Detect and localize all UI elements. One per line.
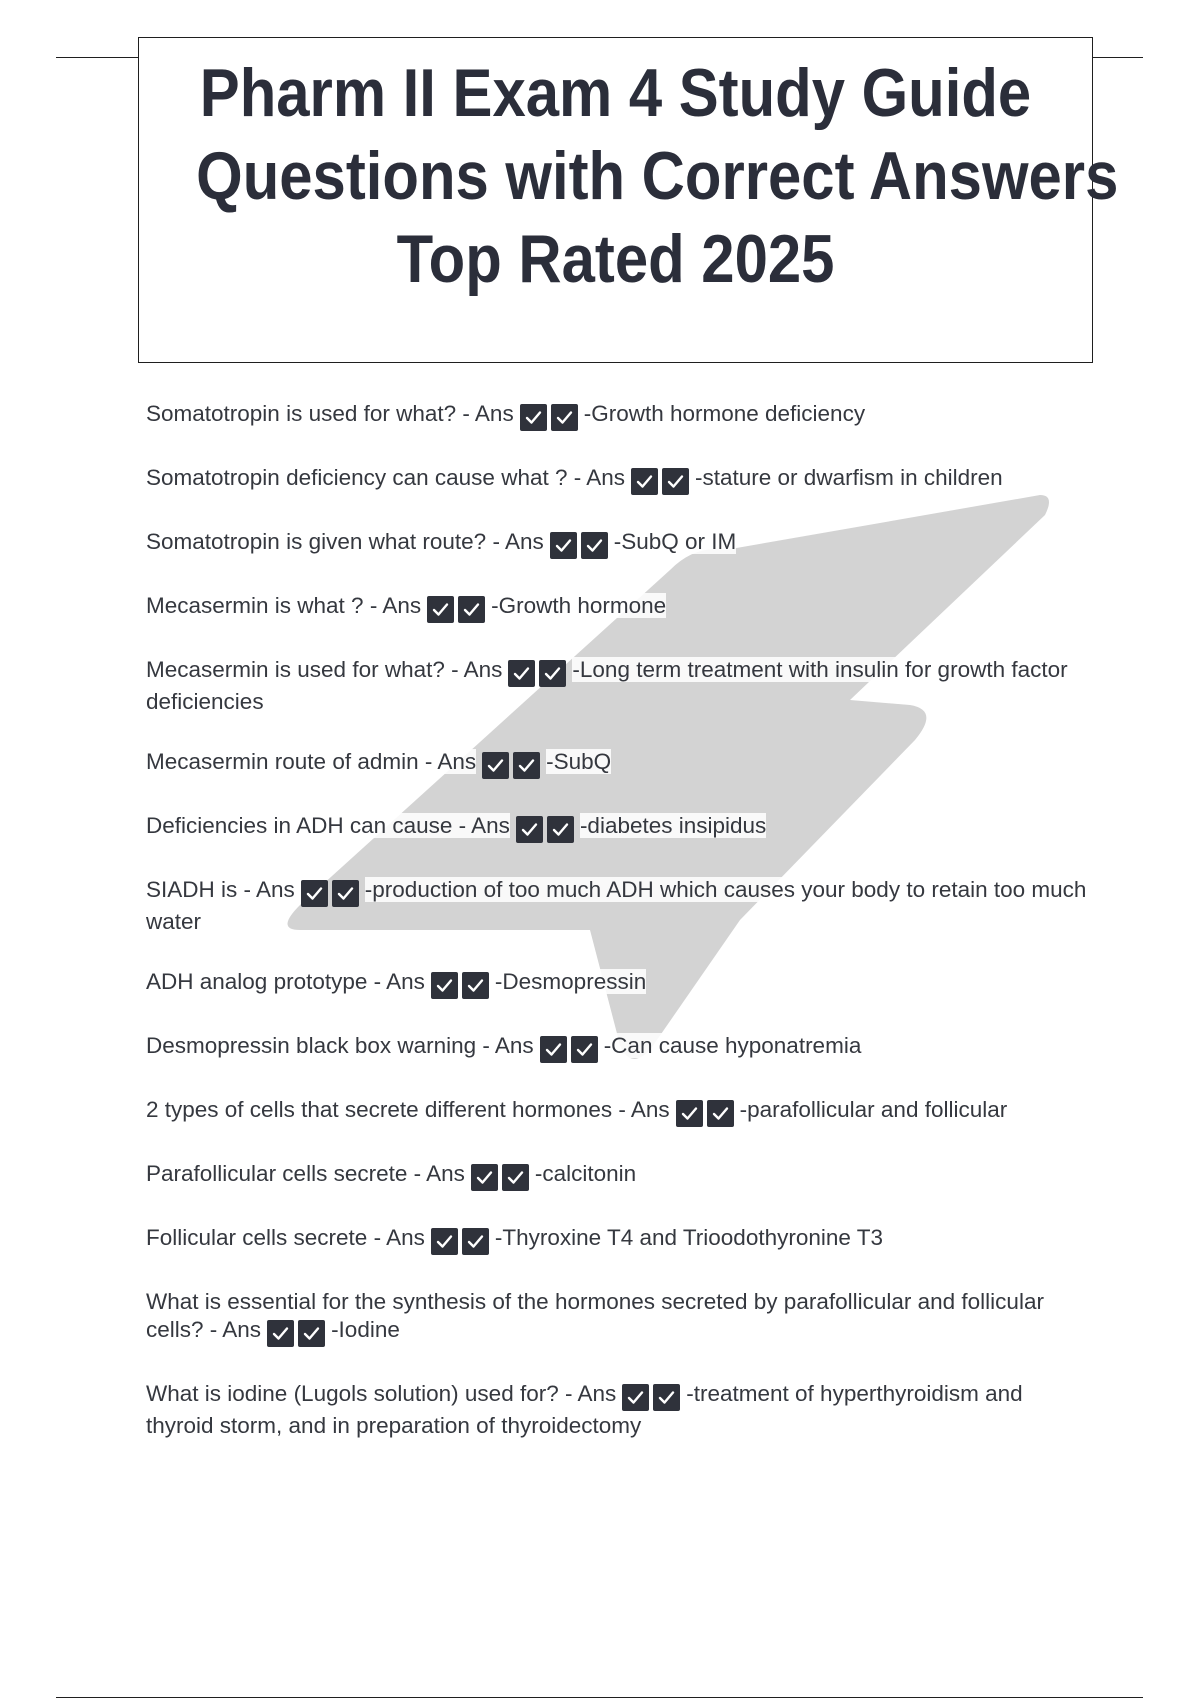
question-text: Somatotropin deficiency can cause what ? - Ans xyxy=(146,465,626,490)
check-box-icon xyxy=(707,1100,734,1127)
qa-item xyxy=(146,748,1096,780)
check-box-icon xyxy=(458,596,485,623)
check-box-icon xyxy=(502,1164,529,1191)
qa-item xyxy=(146,1288,1096,1348)
check-box-icon xyxy=(471,1164,498,1191)
qa-item xyxy=(146,968,1096,1000)
answer-text: -calcitonin xyxy=(534,1161,637,1186)
answer-text: -Growth hormone xyxy=(491,593,667,618)
qa-item xyxy=(146,1160,1096,1192)
document-title xyxy=(196,38,1119,301)
check-box-icon xyxy=(581,532,608,559)
question-text: What is essential for the synthesis of the hormones secreted by parafollicular and follicular cells? - Ans xyxy=(146,1289,1044,1342)
check-box-icon xyxy=(520,404,547,431)
answer-text: -parafollicular and follicular xyxy=(739,1097,1008,1122)
question-text: 2 types of cells that secrete different hormones - Ans xyxy=(146,1097,670,1122)
question-text: Deficiencies in ADH can cause - Ans xyxy=(146,813,510,838)
question-text: SIADH is - Ans xyxy=(146,877,295,902)
answer-checks xyxy=(550,532,612,560)
answer-text: -stature or dwarfism in children xyxy=(695,465,1003,490)
qa-item xyxy=(146,656,1096,716)
qa-item xyxy=(146,464,1096,496)
question-text: Parafollicular cells secrete - Ans xyxy=(146,1161,465,1186)
answer-checks xyxy=(301,880,363,908)
answer-checks xyxy=(471,1164,533,1192)
question-text: Desmopressin black box warning - Ans xyxy=(146,1033,534,1058)
qa-item xyxy=(146,876,1096,936)
question-text: Mecasermin is used for what? - Ans xyxy=(146,657,503,682)
qa-item xyxy=(146,1096,1096,1128)
check-box-icon xyxy=(508,660,535,687)
qa-item xyxy=(146,592,1096,624)
check-box-icon xyxy=(631,468,658,495)
check-box-icon xyxy=(431,1228,458,1255)
answer-checks xyxy=(520,404,582,432)
answer-checks xyxy=(540,1036,602,1064)
answer-checks xyxy=(431,1228,493,1256)
answer-text: -production of too much ADH which causes your body to retain too much water xyxy=(146,877,1087,934)
header-rule-right xyxy=(1093,57,1143,58)
answer-text: -Thyroxine T4 and Trioodothyronine T3 xyxy=(494,1225,883,1250)
answer-text: -Growth hormone deficiency xyxy=(583,401,866,426)
qa-item xyxy=(146,1224,1096,1256)
check-box-icon xyxy=(462,972,489,999)
footer-rule xyxy=(56,1697,1143,1698)
check-box-icon xyxy=(551,404,578,431)
answer-checks xyxy=(431,972,493,1000)
question-text: Mecasermin is what ? - Ans xyxy=(146,593,422,618)
qa-item xyxy=(146,528,1096,560)
answer-checks xyxy=(516,816,578,844)
answer-checks xyxy=(267,1320,329,1348)
answer-checks xyxy=(622,1384,684,1412)
answer-checks xyxy=(482,752,544,780)
check-box-icon xyxy=(301,880,328,907)
check-box-icon xyxy=(653,1384,680,1411)
check-box-icon xyxy=(676,1100,703,1127)
check-box-icon xyxy=(298,1320,325,1347)
check-box-icon xyxy=(662,468,689,495)
check-box-icon xyxy=(513,752,540,779)
check-box-icon xyxy=(431,972,458,999)
question-text: Mecasermin route of admin - Ans xyxy=(146,749,477,774)
answer-checks xyxy=(508,660,570,688)
check-box-icon xyxy=(267,1320,294,1347)
question-text: Follicular cells secrete - Ans xyxy=(146,1225,425,1250)
answer-text: -Long term treatment with insulin for growth factor deficiencies xyxy=(146,657,1068,714)
check-box-icon xyxy=(516,816,543,843)
check-box-icon xyxy=(547,816,574,843)
check-box-icon xyxy=(332,880,359,907)
title-line-3: Top Rated 2025 xyxy=(396,221,835,297)
answer-checks xyxy=(631,468,693,496)
title-line-2: Questions with Correct Answers xyxy=(196,138,1119,214)
check-box-icon xyxy=(539,660,566,687)
title-box xyxy=(138,37,1119,363)
answer-checks xyxy=(676,1100,738,1128)
answer-text: -SubQ or IM xyxy=(613,529,737,554)
answer-text: -treatment of hyperthyroidism and thyroid storm, and in preparation of thyroidectomy xyxy=(146,1381,1023,1438)
check-box-icon xyxy=(540,1036,567,1063)
qa-list xyxy=(146,400,1096,1472)
title-line-1: Pharm II Exam 4 Study Guide xyxy=(199,55,1032,131)
question-text: ADH analog prototype - Ans xyxy=(146,969,425,994)
check-box-icon xyxy=(427,596,454,623)
check-box-icon xyxy=(462,1228,489,1255)
qa-item xyxy=(146,1380,1096,1440)
answer-text: -Can cause hyponatremia xyxy=(603,1033,862,1058)
question-text: Somatotropin is given what route? - Ans xyxy=(146,529,544,554)
check-box-icon xyxy=(550,532,577,559)
check-box-icon xyxy=(482,752,509,779)
header-rule-left xyxy=(56,57,138,58)
qa-item xyxy=(146,812,1096,844)
question-text: What is iodine (Lugols solution) used for? - Ans xyxy=(146,1381,617,1406)
check-box-icon xyxy=(571,1036,598,1063)
answer-text: -SubQ xyxy=(546,749,612,774)
answer-checks xyxy=(427,596,489,624)
qa-item xyxy=(146,1032,1096,1064)
answer-text: -Iodine xyxy=(331,1317,400,1342)
answer-text: -diabetes insipidus xyxy=(579,813,767,838)
answer-text: -Desmopressin xyxy=(494,969,647,994)
question-text: Somatotropin is used for what? - Ans xyxy=(146,401,514,426)
check-box-icon xyxy=(622,1384,649,1411)
qa-item xyxy=(146,400,1096,432)
